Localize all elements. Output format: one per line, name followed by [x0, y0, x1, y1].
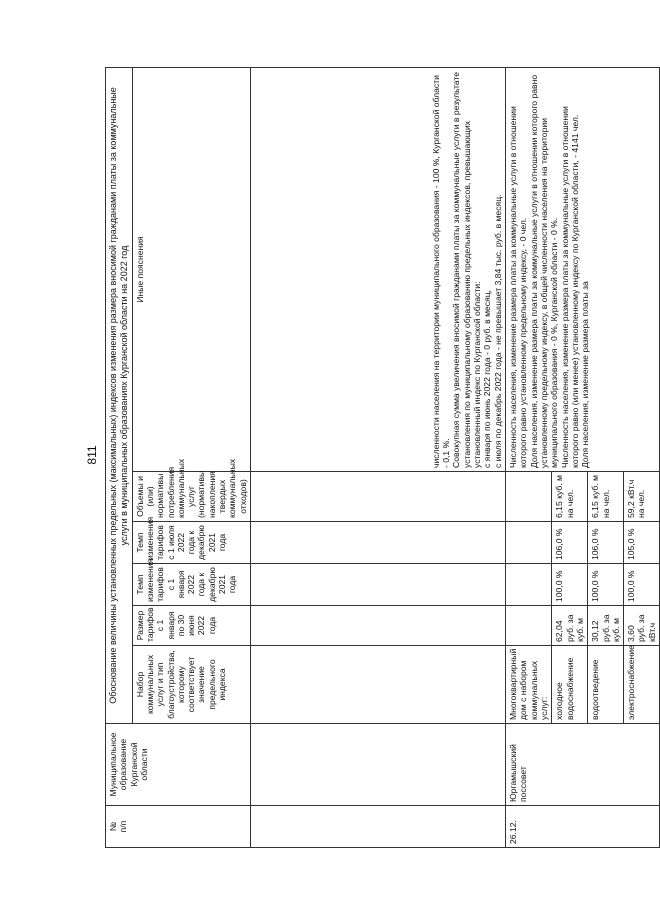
notes-cell: Численность населения, изменение размера платы за коммунальные услуги в отношении которого равно установленному предельному индексу, - 0 чел. Доля населения, изменение размера платы за коммунальные услуги в отношении которого равно установленному предельному индексу, в общей численности населения на территории муниципального образования - 0 %, Курганской области - 0 %. Численность населения, изменение размера платы за коммунальные услуги в отношении которого равно (или менее) установленному индексу по Курганской области, - 4141 чел. Доля населения, изменение размера платы за — [506, 68, 660, 472]
rotated-table-container — [105, 68, 657, 848]
row-num: 26.12. — [506, 806, 660, 848]
service-name: электроснабжение — [624, 646, 660, 724]
service-rate-jan: 100,0 % — [624, 564, 660, 606]
header-notes: Иные пояснения — [132, 68, 250, 472]
service-volume: 6,15 куб. м на чел. — [588, 472, 624, 522]
service-rate-jul: 105,0 % — [624, 522, 660, 564]
service-rate-jan: 100,0 % — [552, 564, 588, 606]
tariff-table — [105, 67, 660, 848]
service-rate-jan: 100,0 % — [588, 564, 624, 606]
header-volumes: Объемы и (или) нормативы потребления коммунальных услуг (нормативы накопления твердых коммунальных отходов) — [132, 472, 250, 522]
service-volume: 59,2 кВт.ч на чел. — [624, 472, 660, 522]
page-number: 811 — [85, 445, 99, 465]
service-tariff: 62,04 руб. за куб. м — [552, 606, 588, 646]
service-volume: 6,15 куб. м на чел. — [552, 472, 588, 522]
service-tariff: 30,12 руб. за куб. м — [588, 606, 624, 646]
service-rate-jul: 106,0 % — [588, 522, 624, 564]
service-tariff: 3,60 руб. за кВт.ч — [624, 606, 660, 646]
table-row — [506, 68, 552, 848]
service-name: холодное водоснабжение — [552, 646, 588, 724]
header-rate-jul: Темп изменения тарифов с 1 июля 2022 года к декабрю 2021 года — [132, 522, 250, 564]
header-tariff-size: Размер тарифов с 1 января по 30 июня 2022 года — [132, 606, 250, 646]
header-municipality: Муниципальное образование Курганской области — [106, 724, 251, 806]
header-rate-jan: Темп изменения тарифов с 1 января 2022 года к декабрю 2021 года — [132, 564, 250, 606]
notes-cell: численности населения на территории муниципального образования - 100 %, Курганской области - 0,1 %. Совокупная сумма увеличения вносимой гражданами платы за коммунальные услуги в результате установления по муниципальному образованию предельных индексов, превышающих установленный индекс по Курганской области: с января по июнь 2022 года - 0 руб. в месяц, с июля по декабрь 2022 года - не превышает 3,84 тыс. руб. в месяц. — [251, 68, 506, 472]
header-num: № п/п — [106, 806, 251, 848]
table-row — [251, 68, 506, 848]
house-type: Многоквартирный дом с набором коммунальных услуг: — [506, 646, 552, 724]
header-set-services: Набор коммунальных услуг и тип благоустройства, которому соответствует значение предельного индекса — [132, 646, 250, 724]
service-name: водоотведение — [588, 646, 624, 724]
row-municipality: Юргамышский поссовет — [506, 724, 660, 806]
header-justification: Обоснование величины установленных предельных (максимальных) индексов изменения размера вносимой гражданами платы за коммунальные услуги в муниципальных образованиях Курганской области на 2022 год — [106, 68, 133, 724]
service-rate-jul: 106,0 % — [552, 522, 588, 564]
